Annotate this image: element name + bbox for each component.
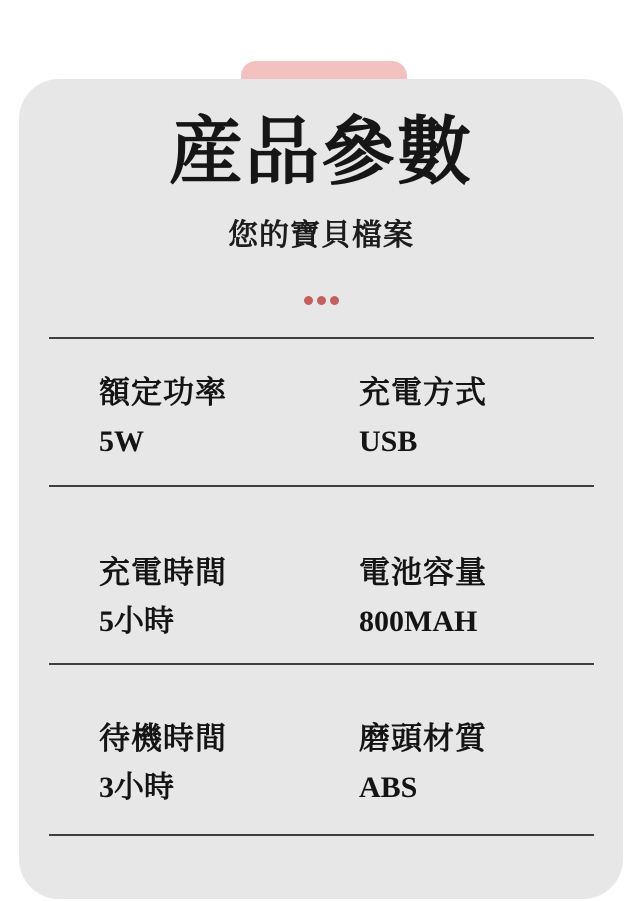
spec-value: ABS <box>359 771 418 805</box>
three-dots-divider <box>19 296 623 305</box>
dot-icon <box>330 296 339 305</box>
spec-label: 充電方式 <box>359 375 487 411</box>
spec-label: 充電時間 <box>99 555 227 591</box>
spec-label: 額定功率 <box>99 375 227 411</box>
spec-value: 800MAH <box>359 605 478 639</box>
spec-value: 3小時 <box>99 771 174 805</box>
spec-row-standby-material <box>49 663 594 836</box>
spec-value: 5小時 <box>99 605 174 639</box>
dot-icon <box>304 296 313 305</box>
spec-row-power-charging <box>49 337 594 485</box>
product-spec-card <box>19 79 623 899</box>
spec-value: 5W <box>99 425 144 459</box>
page-title: 産品參數 <box>169 112 473 194</box>
spec-table <box>49 337 594 836</box>
spec-label: 磨頭材質 <box>359 721 487 757</box>
page-subtitle: 您的寶貝檔案 <box>228 219 414 253</box>
spec-value: USB <box>359 425 418 459</box>
spec-cell-rated-power <box>49 377 354 485</box>
spec-label: 電池容量 <box>359 555 487 591</box>
spec-row-time-battery <box>49 485 594 663</box>
spec-cell-charging-method <box>354 377 594 485</box>
spec-cell-charging-time <box>49 557 354 663</box>
spec-cell-head-material <box>354 723 594 834</box>
dot-icon <box>317 296 326 305</box>
spec-label: 待機時間 <box>99 721 227 757</box>
spec-cell-standby-time <box>49 723 354 834</box>
spec-cell-battery-capacity <box>354 557 594 663</box>
